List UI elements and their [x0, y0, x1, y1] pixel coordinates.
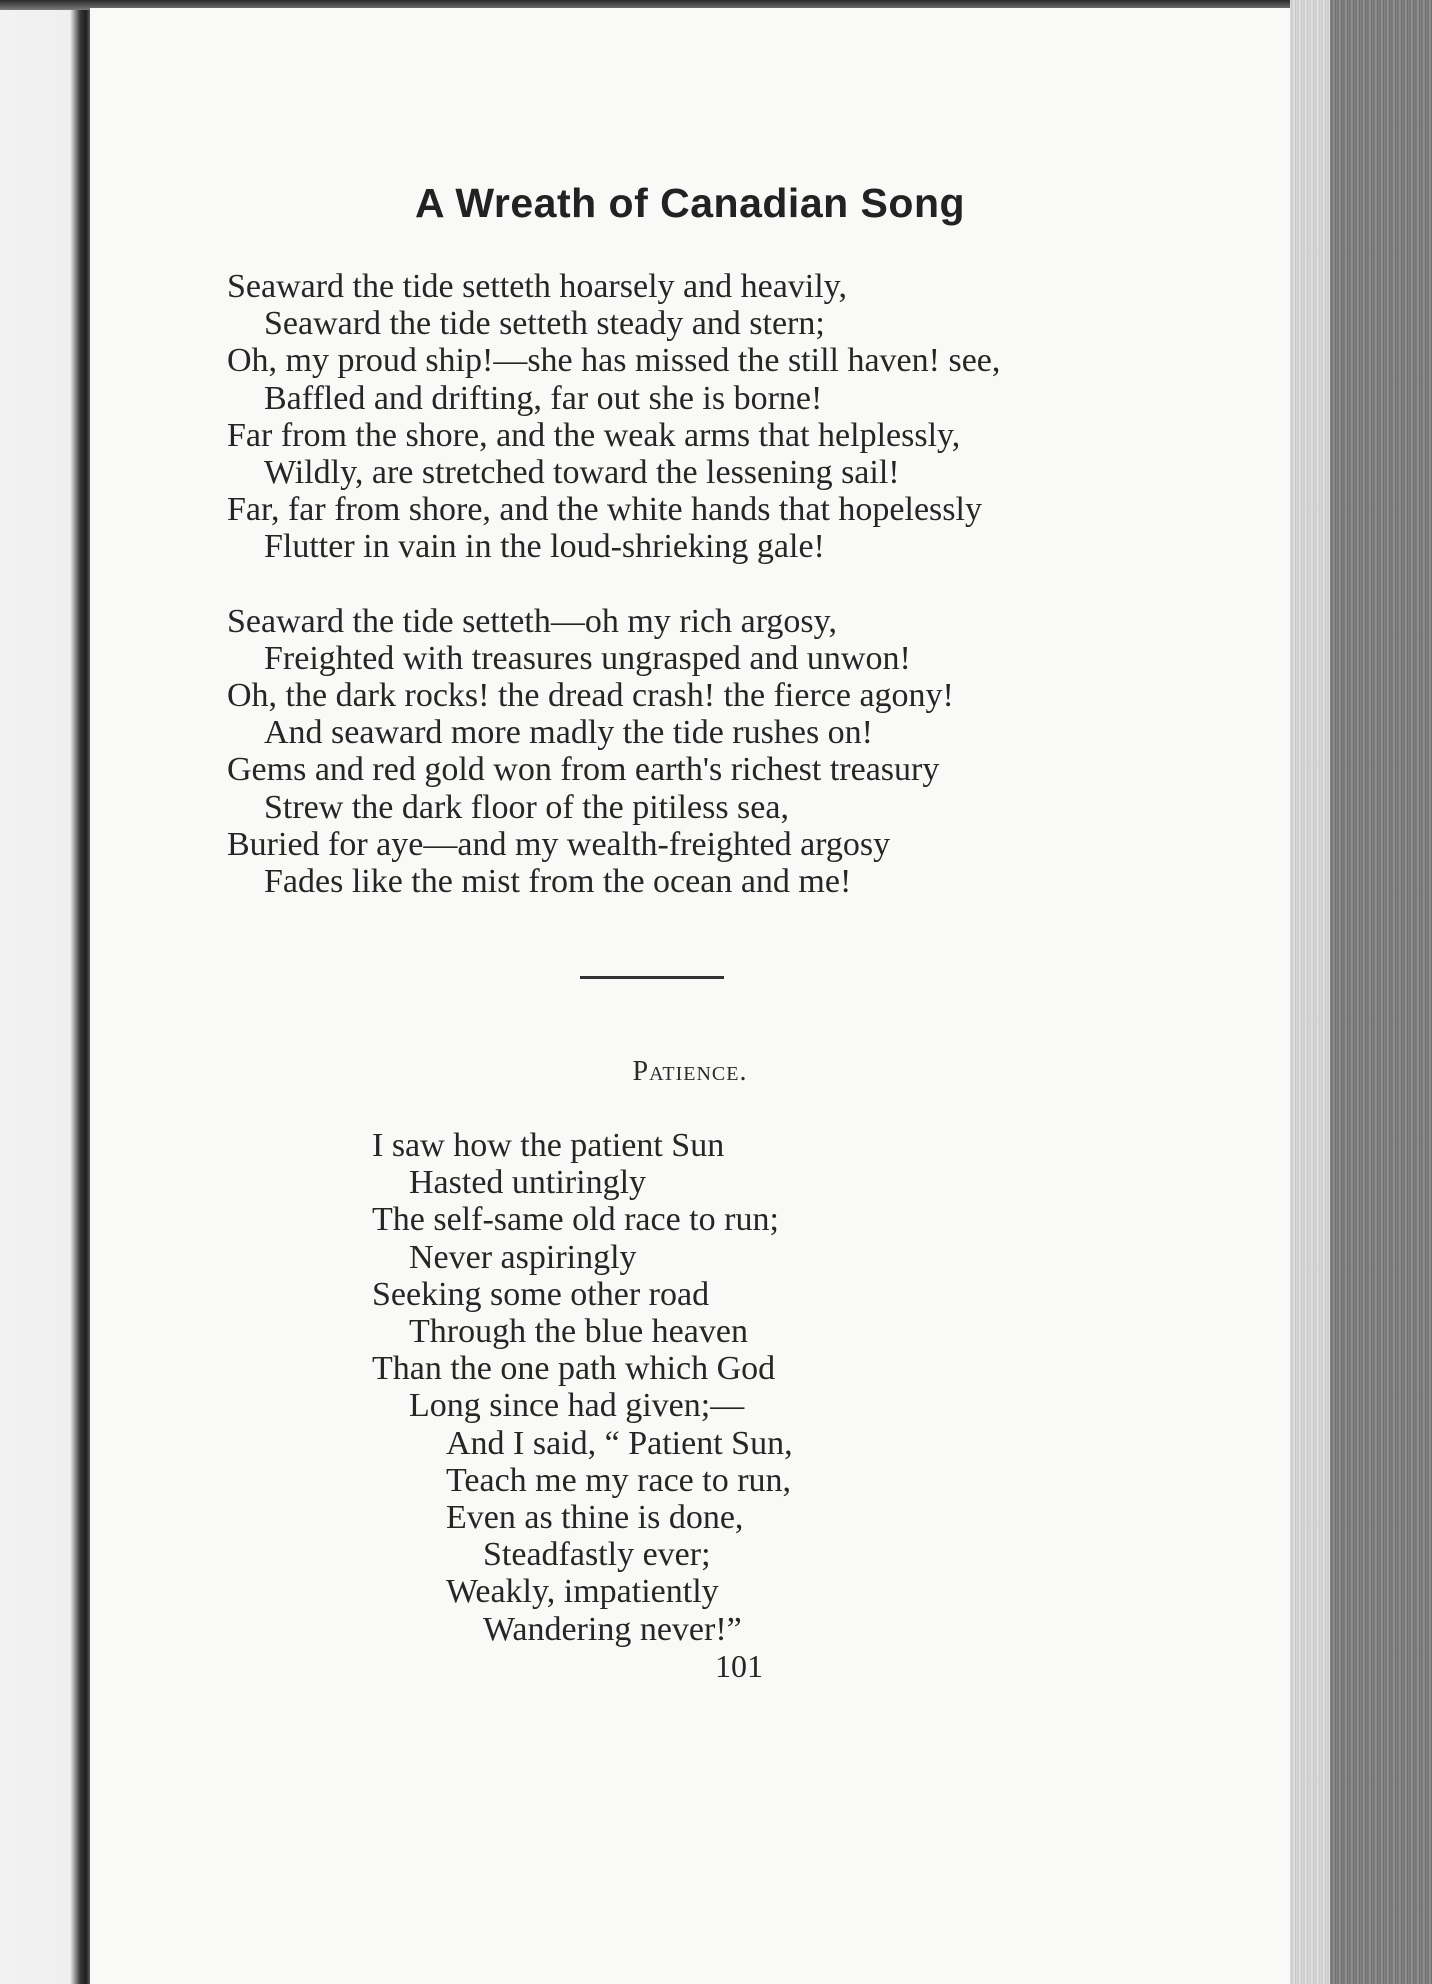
verse-line: Wildly, are stretched toward the lessening sail!	[264, 454, 900, 492]
verse-line: Seaward the tide setteth hoarsely and heavily,	[227, 268, 847, 305]
verse-line: Flutter in vain in the loud-shrieking gale!	[264, 528, 825, 566]
poem-title	[90, 1056, 1290, 1088]
page-stack-edges	[1290, 0, 1432, 1984]
verse-line: Seaward the tide setteth steady and stern;	[264, 305, 825, 343]
poem-seaward	[227, 268, 1000, 900]
verse-line: Gems and red gold won from earth's richest treasury	[227, 751, 940, 789]
verse-line: I saw how the patient Sun	[372, 1127, 725, 1164]
running-head: A Wreath of Canadian Song	[414, 180, 966, 226]
verse-line: Hasted untiringly	[409, 1164, 647, 1202]
facing-page-edge	[0, 0, 90, 1984]
verse-line: Teach me my race to run,	[446, 1461, 792, 1499]
verse-line: Buried for aye—and my wealth-freighted argosy	[227, 825, 891, 863]
verse-line: Oh, the dark rocks! the dread crash! the fierce agony!	[227, 677, 954, 715]
verse-line: The self-same old race to run;	[372, 1201, 779, 1239]
page-number: 101	[715, 1648, 763, 1684]
verse-line: And seaward more madly the tide rushes on!	[264, 714, 873, 752]
verse-line: Wandering never!”	[483, 1610, 742, 1648]
verse-line: Weakly, impatiently	[446, 1573, 719, 1611]
verse-line: Steadfastly ever;	[483, 1536, 711, 1574]
verse-line: Freighted with treasures ungrasped and unwon!	[264, 639, 911, 677]
verse-line: Far from the shore, and the weak arms that helplessly,	[227, 416, 961, 454]
verse-line: And I said, “ Patient Sun,	[446, 1424, 793, 1462]
verse-line: Than the one path which God	[372, 1350, 776, 1388]
verse-line: Never aspiringly	[409, 1238, 637, 1276]
verse-line: Seaward the tide setteth—oh my rich argosy,	[227, 602, 837, 640]
verse-line: Far, far from shore, and the white hands that hopelessly	[227, 491, 982, 529]
verse-line: Even as thine is done,	[446, 1499, 744, 1537]
verse-line: Oh, my proud ship!—she has missed the still haven! see,	[227, 342, 1001, 380]
verse-line: Strew the dark floor of the pitiless sea,	[264, 788, 789, 826]
section-divider	[580, 976, 724, 979]
verse-line: Fades like the mist from the ocean and me!	[264, 863, 852, 901]
poem-title-text: Patience.	[632, 1056, 748, 1087]
stanza-2	[227, 603, 1000, 901]
stanza-1	[227, 268, 1000, 566]
poem-patience	[372, 1127, 793, 1648]
verse-line: Long since had given;—	[409, 1387, 745, 1425]
verse-line: Through the blue heaven	[409, 1313, 748, 1351]
verse-line: Seeking some other road	[372, 1275, 710, 1313]
verse-line: Baffled and drifting, far out she is borne!	[264, 379, 823, 417]
